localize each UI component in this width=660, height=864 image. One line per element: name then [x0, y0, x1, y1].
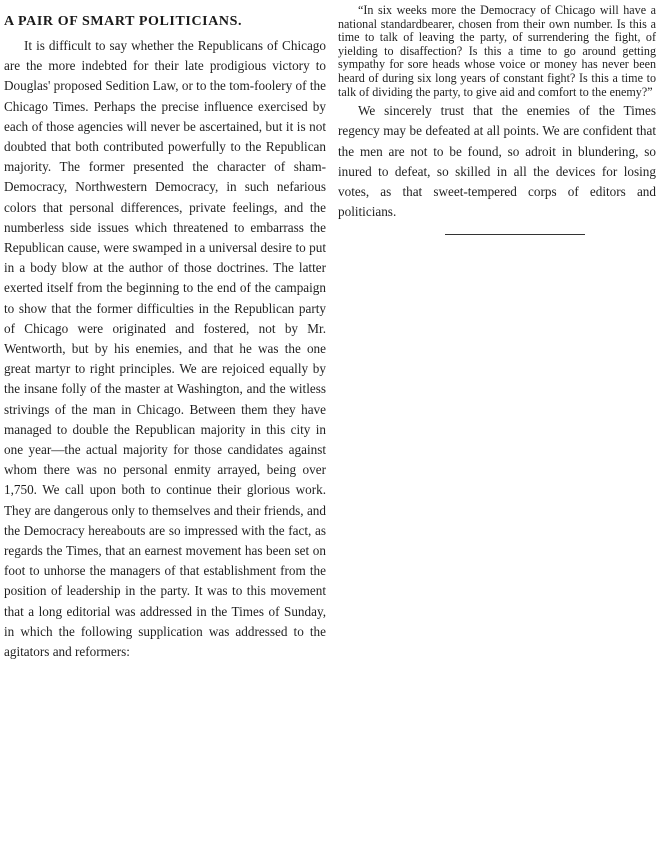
article-closing-paragraph: We sincerely trust that the enemies of the Times regency may be defeated at all points. We are confident that the men are not to be found, so adroit in blundering, so inured to defeat, so skilled in all the devices for losing votes, as that sweet-tempered corps of editors and politicians. [338, 103, 656, 220]
right-column [338, 4, 656, 235]
quoted-supplication: “In six weeks more the Democracy of Chicago will have a national standardbearer, chosen from their own number. Is this a time to talk of leaving the party, of surrendering the fight, of yielding to disaffection? Is this a time to go around getting sympathy for sore heads whose voice or money has never been heard of during six long years of constant fight? Is this a time to talk of dividing the party, to give aid and comfort to the enemy?” [338, 3, 656, 99]
closing-rule [445, 234, 585, 235]
article-headline: A PAIR OF SMART POLITICIANS. [4, 14, 243, 29]
article-body-left: It is difficult to say whether the Republicans of Chicago are the more indebted for their late prodigious victory to Douglas' proposed Sedition Law, or to the tom-foolery of the Chicago Times. Perhaps the precise influence exercised by each of those agencies will never be ascertained, but it is not doubted that both contributed powerfully to the Republican majority. The former presented the character of sham-Democracy, Northwestern Democracy, in such nefarious colors that personal differences, private feelings, and the numberless side issues which threatened to embarrass the Republican cause, were swamped in a universal desire to put in a body blow at the author of those doctrines. The latter exerted itself from the beginning to the end of the campaign to show that the former difficulties in the Republican party of Chicago were originated and fostered, not by Mr. Wentworth, but by his enemies, and that he was the one great martyr to right principles. We are rejoiced equally by the insane folly of the master at Washington, and the witless strivings of the man in Chicago. Between them they have managed to double the Republican majority in this city in one year—the actual majority for those candidates against whom there was no personal enmity arrayed, being over 1,750. We call upon both to continue their glorious work. They are dangerous only to themselves and their friends, and the Democracy hereabouts are so impressed with the fact, as regards the Times, that an earnest movement has been set on foot to unhorse the managers of that establishment from the position of leadership in the party. It was to this movement that a long editorial was addressed in the Times of Sunday, in which the following supplication was addressed to the agitators and reformers: [4, 38, 326, 660]
left-column [4, 4, 326, 662]
